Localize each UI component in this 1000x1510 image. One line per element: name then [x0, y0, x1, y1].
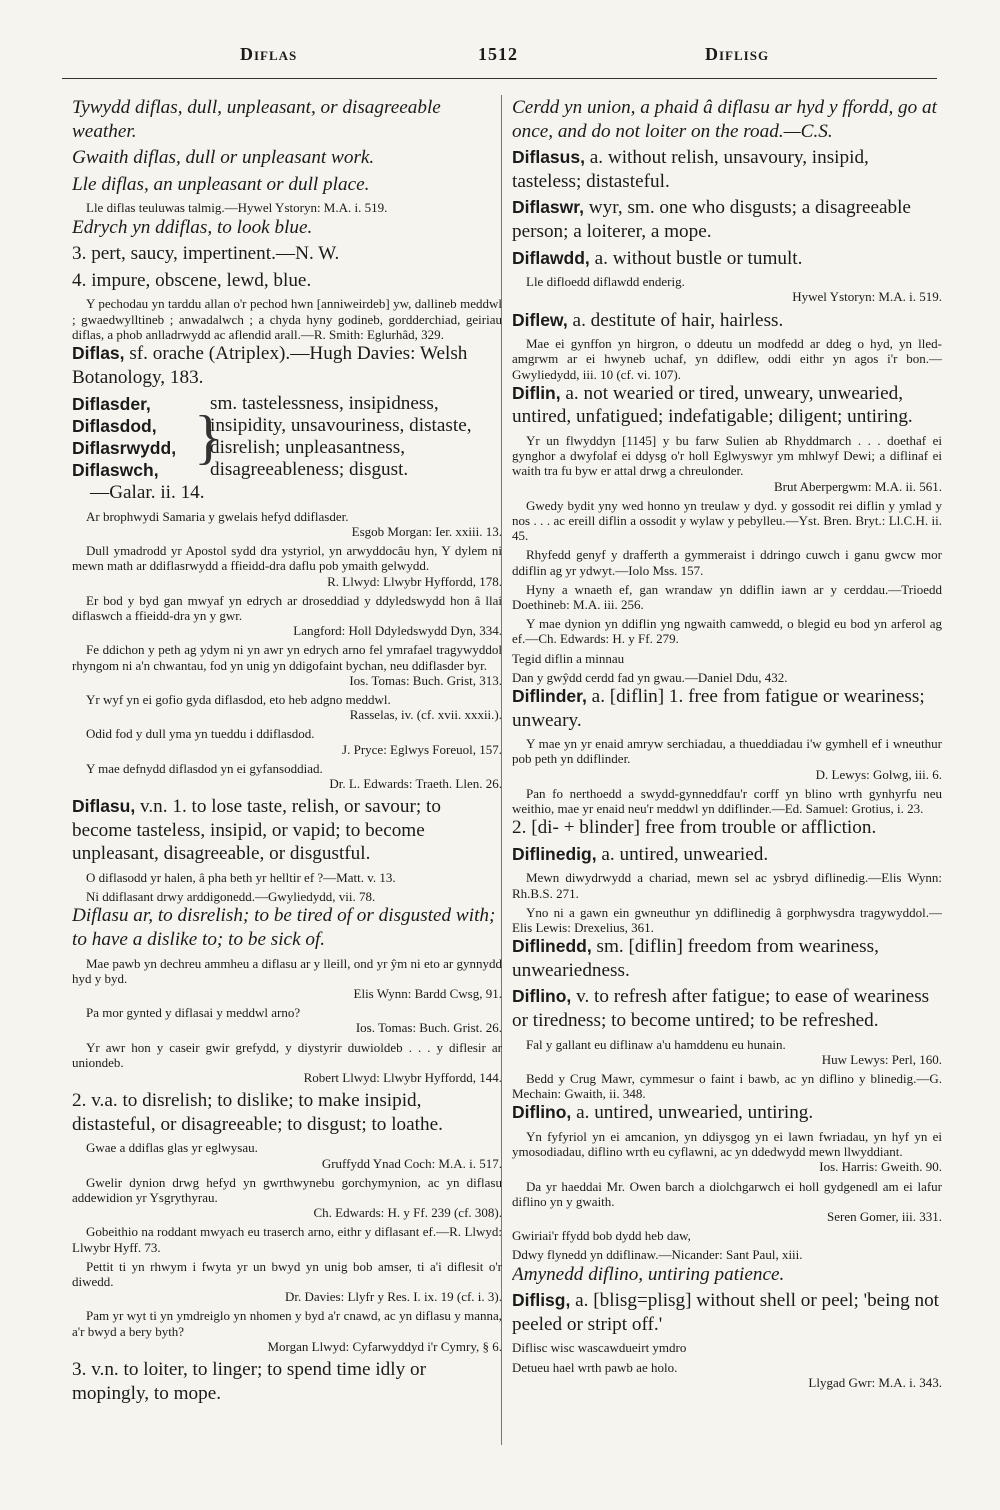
- headword: Diflew,: [512, 309, 568, 330]
- headword: Diflinedig,: [512, 843, 597, 864]
- headword: Diflasder,: [72, 394, 151, 415]
- running-head-right: Diflisg: [705, 44, 770, 64]
- citation: Dr. L. Edwards: Traeth. Llen. 26.: [329, 776, 502, 791]
- headword: Diflino,: [512, 1102, 572, 1123]
- brace-symbol: }: [194, 404, 223, 471]
- citation: Dr. Davies: Llyfr y Res. I. ix. 19 (cf. i. 3).: [285, 1289, 502, 1305]
- citation: Gruffydd Ynad Coch: M.A. i. 517.: [321, 1155, 502, 1171]
- dictionary-entry: [512, 1289, 942, 1336]
- dictionary-entry: [512, 309, 942, 333]
- running-head-left: Diflas: [240, 44, 298, 64]
- quotation: Yr wyf yn ei gofio gyda diflasdod, eto heb adgno meddwl.: [86, 691, 391, 707]
- dictionary-entry: [512, 196, 942, 243]
- quotation: Fe ddichon y peth ag ydym ni yn awr yn edrych arno fel ymrafael tragywyddol rhyngom ni a'n chwantau, fod yn unig yn ddigofaint bychan, neu ddiflasder byr.: [72, 642, 502, 673]
- citation: Rasselas, iv. (cf. xvii. xxxii.).: [349, 707, 502, 723]
- citation: J. Pryce: Eglwys Foreuol, 157.: [342, 741, 502, 757]
- headword: Diflaswr,: [512, 197, 584, 218]
- dictionary-entry: [72, 795, 502, 866]
- quotation: Hyny a wnaeth ef, gan wrandaw yn ddiflin iawn ar y cerddau.—Trioedd Doethineb: M.A. iii. 256.: [512, 581, 942, 612]
- bracketed-entry: [72, 393, 502, 505]
- sense-text: 3. v.n. to loiter, to linger; to spend time idly or mopingly, to mope.: [72, 1359, 426, 1404]
- quotation: Tegid diflin a minnau: [512, 650, 625, 666]
- quotation: Y mae dynion yn ddiflin yng ngwaith camwedd, o blegid eu bod yn arferol ag ef.—Ch. Edwards: H. y Ff. 279.: [512, 616, 942, 647]
- quotation: Yr awr hon y caseir gwir grefydd, y diystyrir duwioldeb . . . y diflesir ar uniondeb.: [72, 1039, 502, 1070]
- citation: Langford: Holl Ddyledswydd Dyn, 334.: [293, 623, 502, 639]
- header-rule: [62, 78, 937, 79]
- headword: Diflas,: [72, 342, 125, 363]
- quotation: Pa mor gynted y diflasai y meddwl arno?: [86, 1005, 301, 1021]
- quotation: Mewn diwydrwydd a chariad, mewn sel ac ysbryd diflinedig.—Elis Wynn: Rh.B.S. 271.: [512, 870, 942, 901]
- citation: D. Lewys: Golwg, iii. 6.: [815, 766, 942, 782]
- headword: Diflasrwydd,: [72, 438, 177, 459]
- quotation: Dull ymadrodd yr Apostol sydd dra ystyriol, yn arwyddocâu hyn, Y dylem ni mewn math ar ddiflasrwydd a ffieidd-dra daflu pob ymaith gelwydd.: [72, 543, 502, 574]
- definition-tail: —Galar. ii. 14.: [90, 482, 205, 504]
- definition: a. [blisg=plisg] without shell or peel; 'being not peeled or stript off.': [512, 1290, 940, 1335]
- dictionary-entry: [512, 1101, 942, 1125]
- citation: Ios. Tomas: Buch. Grist, 313.: [349, 672, 502, 688]
- quotation: Pan fo nerthoedd a swydd-gynneddfau'r corff yn blino wrth gynhyrfu neu weithio, mae yr enaid neu'r meddwl yn ddiflinder.—Ed. Samuel: Grotius, i. 23.: [512, 785, 942, 816]
- sense-text: Gwaith diflas, dull or unpleasant work.: [72, 147, 375, 169]
- quotation: Ddwy flynedd yn ddiflinaw.—Nicander: Sant Paul, xiii.: [512, 1247, 803, 1263]
- headword: Diflino,: [512, 986, 572, 1007]
- headword: Diflasdod,: [72, 416, 157, 437]
- quotation: Pettit ti yn rhwym i fwyta yr un bwyd yn unig bob amser, ti a'i diflesit o'r diwedd.: [72, 1258, 502, 1290]
- headword: Diflinedd,: [512, 936, 592, 957]
- quotation: Gobeithio na roddant mwyach eu traserch arno, eithr y diflasant ef.—R. Llwyd: Llwybr Hyff. 73.: [72, 1224, 502, 1255]
- dictionary-entry: [512, 146, 942, 193]
- quotation: Diflisc wisc wascawdueirt ymdro: [512, 1340, 687, 1356]
- definition: wyr, sm. one who disgusts; a disagreeable person; a loiterer, a mope.: [512, 197, 911, 242]
- headword: Diflinder,: [512, 686, 587, 706]
- definition: sf. orache (Atriplex).—Hugh Davies: Welsh Botanology, 183.: [72, 342, 468, 388]
- citation: Huw Lewys: Perl, 160.: [821, 1051, 942, 1067]
- headword: Diflisg,: [512, 1290, 571, 1311]
- sense-text: Lle diflas, an unpleasant or dull place.: [72, 173, 370, 195]
- sense-text: Edrych yn ddiflas, to look blue.: [72, 216, 313, 238]
- sense-text: 2. v.a. to disrelish; to dislike; to make insipid, distasteful, or disagreeable; to disgust; to loathe.: [72, 1090, 443, 1135]
- quotation: Ar brophwydi Samaria y gwelais hefyd ddiflasder.: [86, 508, 349, 524]
- right-column: [512, 96, 942, 1496]
- quotation: Gwae a ddiflas glas yr eglwysau.: [86, 1140, 258, 1156]
- quotation: Da yr haeddai Mr. Owen barch a diolchgarwch ei holl gydgenedl am ei lafur diflino yn y gwaith.: [512, 1178, 942, 1209]
- quotation: Rhyfedd genyf y drafferth a gymmeraist i ddringo cuwch i ganu gwcw mor ddiflin ag yr ydwyt.—Iolo Mss. 157.: [512, 547, 942, 578]
- dictionary-entry: [512, 247, 942, 271]
- citation: Esgob Morgan: Ier. xxiii. 13.: [351, 523, 502, 539]
- quotation: Mae pawb yn dechreu ammheu a diflasu ar y lleill, ond yr ŷm ni eto ar gynnydd hyd y byd.: [72, 955, 502, 986]
- citation: Brut Aberpergwm: M.A. ii. 561.: [773, 478, 942, 494]
- sense-text: Diflasu ar, to disrelish; to be tired of or disgusted with; to have a dislike to; to be sick of.: [72, 905, 496, 950]
- definition: a. not wearied or tired, unweary, unwearied, untired, unfatigued; indefatigable; diligent; untiring.: [512, 382, 913, 428]
- quotation: Gwiriai'r ffydd bob dydd heb daw,: [512, 1228, 691, 1244]
- definition: v. to refresh after fatigue; to ease of weariness or tiredness; to become untired; to be refreshed.: [512, 986, 930, 1031]
- dictionary-entry: [512, 685, 942, 732]
- headword: Diflin,: [512, 382, 561, 403]
- sense-text: 4. impure, obscene, lewd, blue.: [72, 269, 312, 291]
- citation: Morgan Llwyd: Cyfarwyddyd i'r Cymry, § 6.: [267, 1338, 502, 1354]
- definition: sm. [diflin] freedom from weariness, unweariedness.: [512, 936, 879, 981]
- quotation: Y mae yn yr enaid amryw serchiadau, a thueddiadau i'w gymhell ef i wneuthur pob peth yn ddiflinder.: [512, 736, 942, 767]
- sense-text: 2. [di- + blinder] free from trouble or affliction.: [512, 817, 877, 839]
- sense-text: Cerdd yn union, a phaid â diflasu ar hyd y ffordd, go at once, and do not loiter on the road.—C.S.: [512, 97, 937, 142]
- quotation: Odid fod y dull yma yn tueddu i ddiflasdod.: [86, 726, 315, 742]
- dictionary-entry: [512, 843, 942, 867]
- quotation: Gwedy bydit yny wed honno yn treulaw y dyd. y gossodit rei diflin y ymlad y nos . . . ac ereill diflin a ossodit y wylaw y pebylleu.—Yst. Bren. Bryt.: Ll.C.H. ii. 45.: [512, 497, 942, 544]
- definition: v.n. 1. to lose taste, relish, or savour; to become tasteless, insipid, or vapid; to become unpleasant, disagreeable, or disgustful.: [72, 796, 441, 865]
- citation: Ios. Harris: Gweith. 90.: [819, 1159, 942, 1175]
- dictionary-entry: [512, 935, 942, 982]
- definition: a. without relish, unsavoury, insipid, tasteless; distasteful.: [512, 147, 869, 192]
- headword: Diflawdd,: [512, 247, 590, 268]
- brace-group: [72, 393, 502, 481]
- dictionary-entry: [72, 342, 502, 389]
- quotation: Yno ni a gawn ein gwneuthur yn ddiflinedig â gorphwysdra tragywyddol.—Elis Lewis: Drexelius, 361.: [512, 904, 942, 935]
- quotation: Mae ei gynffon yn hirgron, o ddeutu un modfedd ar ddeg o hyd, yn lled-amgrwm ar ei hwyneb uchaf, yn ddiflew, oddi eithr yn agos i'r bon.—Gwyliedydd, iii. 10 (cf. vi. 107).: [512, 336, 942, 382]
- quotation: Lle diflas teuluwas talmig.—Hywel Ystoryn: M.A. i. 519.: [86, 200, 388, 216]
- headword: Diflaswch,: [72, 460, 159, 481]
- quotation: Y mae defnydd diflasdod yn ei gyfansoddiad.: [86, 760, 323, 776]
- citation: R. Llwyd: Llwybr Hyffordd, 178.: [327, 573, 502, 589]
- quotation: Dan y gwŷdd cerdd fad yn gwau.—Daniel Ddu, 432.: [512, 669, 788, 685]
- dictionary-entry: [512, 382, 942, 429]
- definition: sm. tastelessness, insipidness, insipidity, unsavouriness, distaste, disrelish; unpleasantness, disagreeableness; disgust.: [210, 393, 472, 481]
- citation: Robert Llwyd: Llwybr Hyffordd, 144.: [303, 1070, 502, 1085]
- quotation: Y pechodau yn tarddu allan o'r pechod hwn [anniweirdeb] yw, dallineb meddwl ; gwaedwylltineb ; anwadalwch ; a chyda hyny godineb, gordderchiad, geiriau diflas, a phob anlladrwydd ac aflendid arall.—R. Smith: Eglurhâd, 329.: [72, 296, 502, 342]
- citation: Hywel Ystoryn: M.A. i. 519.: [792, 289, 942, 305]
- definition: a. destitute of hair, hairless.: [567, 309, 784, 331]
- quotation: Er bod y byd gan mwyaf yn edrych ar droseddiad y ddyledswydd hon â llai diflaswch a ffieidd-dra yn y gwr.: [72, 592, 502, 623]
- quotation: Fal y gallant eu diflinaw a'u hamddenu eu hunain.: [526, 1036, 786, 1052]
- sense-text: Tywydd diflas, dull, unpleasant, or disagreeable weather.: [72, 97, 441, 142]
- quotation: O diflasodd yr halen, â pha beth yr helltir ef ?—Matt. v. 13.: [86, 869, 396, 885]
- citation: Elis Wynn: Bardd Cwsg, 91.: [353, 985, 502, 1001]
- definition: a. untired, unwearied.: [596, 843, 769, 865]
- citation: Seren Gomer, iii. 331.: [826, 1209, 942, 1224]
- citation: Llygad Gwr: M.A. i. 343.: [808, 1374, 942, 1390]
- sense-text: Amynedd diflino, untiring patience.: [512, 1263, 785, 1285]
- quotation: Lle difloedd diflawdd enderig.: [526, 274, 685, 290]
- quotation: Detueu hael wrth pawb ae holo.: [512, 1359, 678, 1375]
- headword: Diflasus,: [512, 147, 585, 168]
- dictionary-entry: [512, 985, 942, 1032]
- definition: a. [diflin] 1. free from fatigue or weariness; unweary.: [512, 686, 925, 731]
- quotation: Gwelir dynion drwg hefyd yn gwrthwynebu gorchymynion, ac yn diflasu addewidion yr Ysgrythyrau.: [72, 1174, 502, 1205]
- quotation: Yr un flwyddyn [1145] y bu farw Sulien ab Rhyddmarch . . . doethaf ei gynghor a dwyfolaf ei ddysg o'r holl Eglwyswyr ym mhlwyf Dewi; a diflinaf ei waith tra fu byw er attal drwg a chreulonder.: [512, 432, 942, 479]
- quotation: Ni ddiflasant drwy arddigonedd.—Gwyliedydd, vii. 78.: [86, 889, 376, 905]
- citation: Ch. Edwards: H. y Ff. 239 (cf. 308).: [313, 1205, 502, 1221]
- headword-list: [72, 393, 194, 481]
- quotation: Yn fyfyriol yn ei amcanion, yn ddiysgog yn ei lawn fwriadau, yn hyf yn ei ymosodiadau, diflino wrth eu cyflawni, ac yn ddedwydd mewn llwyddiant.: [512, 1128, 942, 1160]
- sense-text: 3. pert, saucy, impertinent.—N. W.: [72, 243, 340, 265]
- quotation: Pam yr wyt ti yn ymdreiglo yn nhomen y byd a'r cnawd, ac yn diflasu y manna, a'r bwyd a bery byth?: [72, 1308, 502, 1339]
- page-number: 1512: [478, 44, 518, 64]
- definition: a. without bustle or tumult.: [589, 247, 803, 269]
- citation: Ios. Tomas: Buch. Grist. 26.: [355, 1020, 502, 1036]
- quotation: Bedd y Crug Mawr, cymmesur o faint i bawb, ac yn diflino y blinedig.—G. Mechain: Gwaith, ii. 348.: [512, 1070, 942, 1102]
- left-column: [72, 96, 502, 1496]
- definition: a. untired, unwearied, untiring.: [571, 1102, 814, 1124]
- headword: Diflasu,: [72, 796, 136, 817]
